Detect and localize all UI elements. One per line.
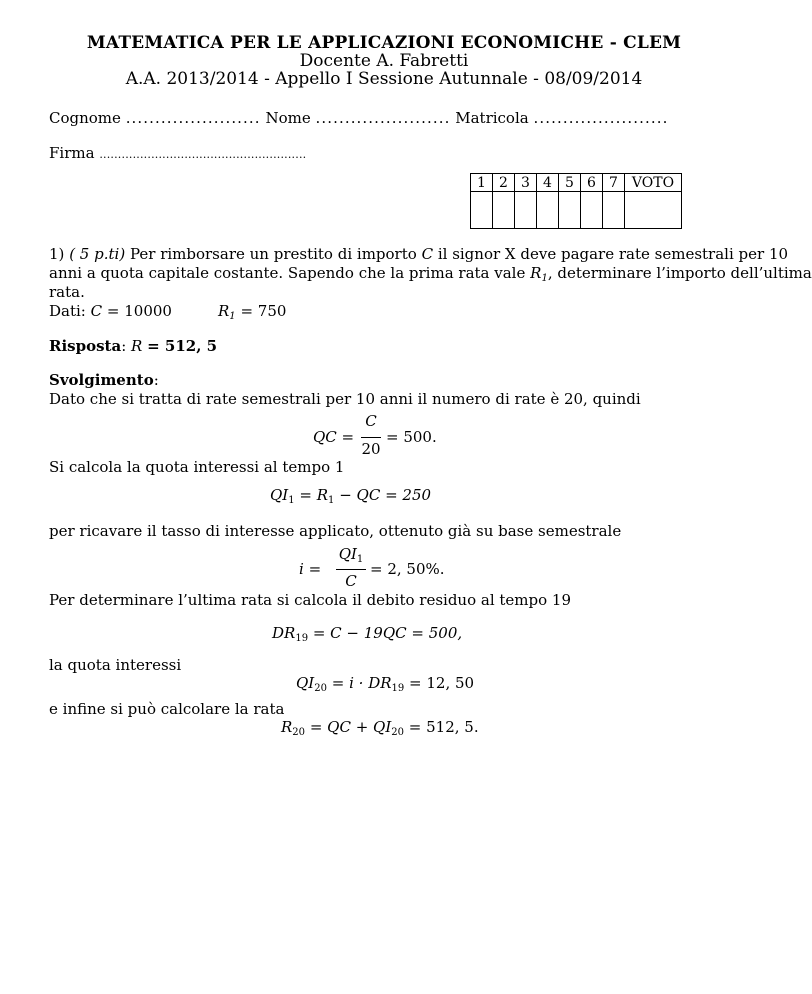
math-var: R	[131, 337, 143, 355]
exercise-line-2	[49, 264, 812, 284]
fraction-bar	[361, 437, 381, 438]
dati-r1-value: = 750	[240, 302, 287, 320]
eq-i-num: $QI_1$	[338, 545, 364, 565]
cognome-label: Cognome	[49, 109, 121, 127]
eq-text: = 12, 50	[409, 674, 475, 692]
eq-text: QC =	[313, 428, 355, 446]
eq-text: − QC = 250	[339, 486, 432, 504]
grade-header-cell: VOTO	[625, 174, 682, 192]
matricola-field[interactable]: .......................	[533, 109, 669, 127]
exercise-number: 1)	[49, 245, 65, 263]
eq-qc-rhs: = 500.	[386, 428, 437, 446]
grade-header-cell: 1	[471, 174, 493, 192]
exercise-text: anni a quota capitale costante. Sapendo che la prima rata vale	[49, 264, 526, 282]
cognome-field[interactable]: .......................	[125, 109, 261, 127]
grade-score-cell[interactable]	[493, 192, 515, 229]
eq-dr19: $DR_{19} = C - 19QC = 500$,	[272, 624, 463, 644]
matricola-label: Matricola	[455, 109, 529, 127]
eq-text: i =	[299, 560, 322, 578]
grade-score-cell[interactable]	[625, 192, 682, 229]
eq-qc-num: C	[365, 412, 377, 430]
teacher-line: Docente A. Fabretti	[299, 51, 469, 71]
exercise-line-3: rata.	[49, 283, 85, 301]
dati-label: Dati:	[49, 302, 86, 320]
grade-header-cell: 5	[559, 174, 581, 192]
math-var: C	[421, 245, 434, 263]
risposta-value: = 512, 5	[147, 337, 218, 355]
grade-score-cell[interactable]	[603, 192, 625, 229]
eq-r20: $R_{20}$ = QC + $QI_{20} = 512$, 5.	[281, 718, 479, 738]
grade-header-cell: 3	[515, 174, 537, 192]
risposta-label: Risposta	[49, 337, 122, 355]
math-var: C	[90, 302, 103, 320]
eq-qc-den: 20	[361, 440, 381, 458]
grade-table-score-row	[471, 192, 682, 229]
grade-header-cell: 7	[603, 174, 625, 192]
math-var: $R_1$	[530, 264, 548, 284]
grade-score-cell[interactable]	[471, 192, 493, 229]
student-fields-row	[49, 109, 668, 127]
eq-i-lhs	[299, 560, 321, 578]
grade-header-cell: 6	[581, 174, 603, 192]
nome-label: Nome	[265, 109, 311, 127]
eq-text: = QC + QI	[309, 718, 392, 736]
step-6: e infine si può calcolare la rata	[49, 700, 285, 718]
course-title: MATEMATICA PER LE APPLICAZIONI ECONOMICHE - CLEM	[86, 33, 682, 53]
grade-score-cell[interactable]	[559, 192, 581, 229]
grade-score-cell[interactable]	[581, 192, 603, 229]
firma-label: Firma	[49, 144, 95, 162]
step-4: Per determinare l’ultima rata si calcola il debito residuo al tempo 19	[49, 591, 572, 609]
grade-table	[470, 173, 682, 229]
exercise-points: ( 5 p.ti)	[69, 245, 126, 263]
svolgimento-label: Svolgimento	[49, 371, 154, 389]
dati-c-value: = 10000	[106, 302, 172, 320]
eq-text: = C − 19QC = 500,	[312, 624, 463, 642]
step-5: la quota interessi	[49, 656, 182, 674]
dati-line	[49, 302, 172, 320]
grade-header-cell: 2	[493, 174, 515, 192]
eq-text: = R	[299, 486, 329, 504]
grade-header-cell: 4	[537, 174, 559, 192]
dati-r1	[218, 302, 286, 322]
svolgimento-heading: Svolgimento:	[49, 371, 159, 389]
fraction-bar	[336, 569, 366, 570]
grade-score-cell[interactable]	[537, 192, 559, 229]
grade-score-cell[interactable]	[515, 192, 537, 229]
step-2: Si calcola la quota interessi al tempo 1	[49, 458, 345, 476]
risposta-line: Risposta: R = 512, 5	[49, 337, 218, 355]
firma-field[interactable]: ........................................................	[99, 148, 307, 161]
firma-row	[49, 144, 306, 162]
step-3: per ricavare il tasso di interesse applicato, ottenuto già su base semestrale	[49, 522, 622, 540]
exercise-line-1	[49, 245, 788, 263]
eq-text: QI	[338, 545, 357, 563]
eq-i-den: C	[345, 572, 357, 590]
eq-text: = 512, 5.	[408, 718, 479, 736]
session-line: A.A. 2013/2014 - Appello I Sessione Autunnale - 08/09/2014	[125, 69, 643, 89]
step-1: Dato che si tratta di rate semestrali per 10 anni il numero di rate è 20, quindi	[49, 390, 641, 408]
grade-table-header-row	[471, 174, 682, 192]
exercise-text: , determinare l’importo dell’ultima	[547, 264, 812, 282]
eq-i-rhs: = 2, 50%.	[370, 560, 445, 578]
math-var: $R_1$	[218, 302, 236, 322]
eq-qi20: $QI_{20} = i \cdot DR_{19} = 12$, 50	[296, 674, 475, 694]
exercise-text: il signor X deve pagare rate semestrali per 10	[437, 245, 789, 263]
eq-qi1: $QI_1 = R_1$ − QC = 250	[270, 486, 432, 506]
eq-text: = i · DR	[331, 674, 392, 692]
nome-field[interactable]: .......................	[315, 109, 451, 127]
eq-qc-lhs	[313, 428, 354, 446]
exercise-text: Per rimborsare un prestito di importo	[129, 245, 417, 263]
